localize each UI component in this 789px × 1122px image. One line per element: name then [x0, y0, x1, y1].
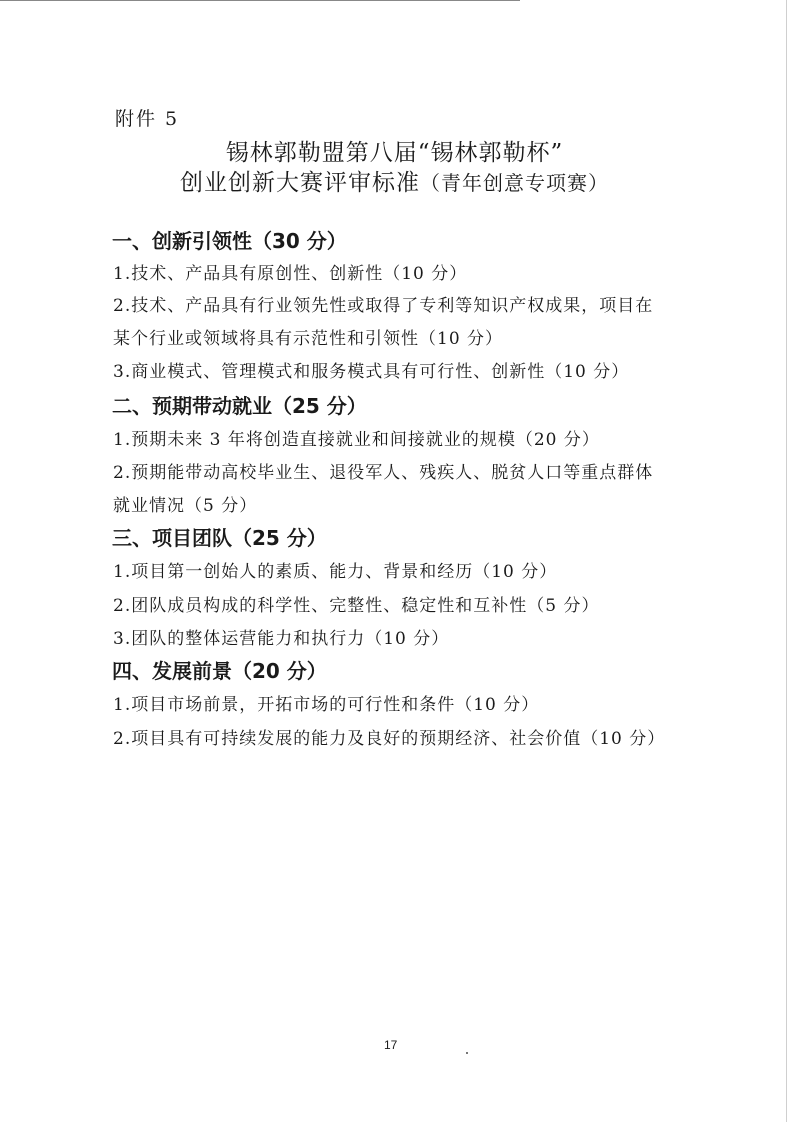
title-main: 创业创新大赛评审标准	[180, 170, 420, 196]
title-subtitle: （青年创意专项赛）	[420, 171, 609, 195]
criteria-item: 3.团队的整体运营能力和执行力（10 分）	[113, 629, 450, 649]
criteria-item: 1.技术、产品具有原创性、创新性（10 分）	[113, 264, 468, 284]
section-heading-1: 一、创新引领性（30 分）	[112, 229, 347, 253]
page-number: 17	[384, 1038, 398, 1052]
section-heading-4: 四、发展前景（20 分）	[112, 659, 327, 683]
scan-edge-top	[0, 0, 520, 1]
section-heading-2: 二、预期带动就业（25 分）	[112, 394, 367, 418]
criteria-item-continued: 某个行业或领域将具有示范性和引领性（10 分）	[113, 329, 504, 349]
criteria-item: 2.团队成员构成的科学性、完整性、稳定性和互补性（5 分）	[113, 596, 600, 616]
section-heading-3: 三、项目团队（25 分）	[112, 526, 327, 550]
criteria-item: 3.商业模式、管理模式和服务模式具有可行性、创新性（10 分）	[113, 362, 630, 382]
scan-speck	[466, 1052, 468, 1054]
criteria-item: 1.项目市场前景，开拓市场的可行性和条件（10 分）	[113, 695, 540, 715]
criteria-item: 1.项目第一创始人的素质、能力、背景和经历（10 分）	[113, 562, 558, 582]
criteria-item-continued: 就业情况（5 分）	[113, 496, 258, 516]
criteria-item: 1.预期未来 3 年将创造直接就业和间接就业的规模（20 分）	[113, 430, 600, 450]
criteria-item: 2.技术、产品具有行业领先性或取得了专利等知识产权成果，项目在	[113, 296, 654, 316]
attachment-label: 附件 5	[115, 108, 180, 130]
document-title-line2	[0, 164, 789, 197]
criteria-item: 2.项目具有可持续发展的能力及良好的预期经济、社会价值（10 分）	[113, 729, 666, 749]
document-title: 锡林郭勒盟第八届“锡林郭勒杯”	[225, 140, 564, 166]
criteria-item: 2.预期能带动高校毕业生、退役军人、残疾人、脱贫人口等重点群体	[113, 463, 654, 483]
